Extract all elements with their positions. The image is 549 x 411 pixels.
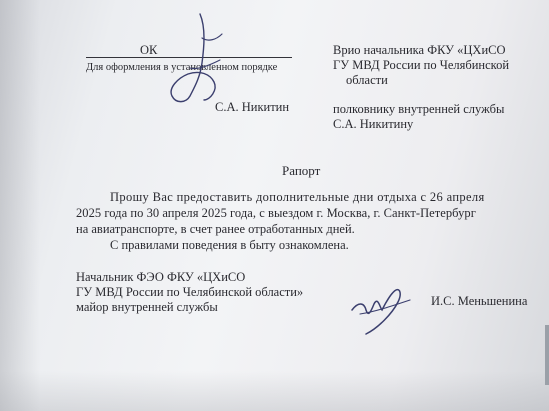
- body-paragraph-1-line-2: 2025 года по 30 апреля 2025 года, с выездом г. Москва, г. Санкт-Петербург: [76, 206, 476, 220]
- body-paragraph-1-line-3: на авиатранспорте, в счет ранее отработанных дней.: [76, 222, 355, 236]
- body-paragraph-2: С правилами поведения в быту ознакомлена.: [110, 238, 349, 252]
- author-name: И.С. Меньшенина: [431, 294, 528, 308]
- author-line-3: майор внутренней службы: [76, 300, 218, 314]
- addressee-line-2: ГУ МВД России по Челябинской: [333, 58, 510, 72]
- addressee-line-3: области: [346, 73, 388, 87]
- resolution-signer: С.А. Никитин: [215, 100, 290, 114]
- body-paragraph-1-line-1: Прошу Вас предоставить дополнительные дни отдыха с 26 апреля: [110, 190, 485, 204]
- author-signature: [348, 280, 418, 340]
- page-shadow-left: [0, 0, 40, 411]
- addressee-line-5: С.А. Никитину: [333, 117, 414, 131]
- resolution-ok-label: ОК: [140, 43, 158, 57]
- resolution-signature: [160, 8, 250, 108]
- addressee-line-4: полковнику внутренней службы: [333, 102, 505, 116]
- addressee-line-1: Врио начальника ФКУ «ЦХиСО: [333, 43, 506, 57]
- page-shadow-bottom: [0, 371, 549, 411]
- document-title: Рапорт: [282, 163, 321, 178]
- resolution-note: Для оформления в установленном порядке: [86, 62, 278, 73]
- author-line-1: Начальник ФЭО ФКУ «ЦХиСО: [76, 270, 246, 284]
- author-line-2: ГУ МВД России по Челябинской области»: [76, 285, 304, 299]
- page-edge-fold: [545, 325, 549, 385]
